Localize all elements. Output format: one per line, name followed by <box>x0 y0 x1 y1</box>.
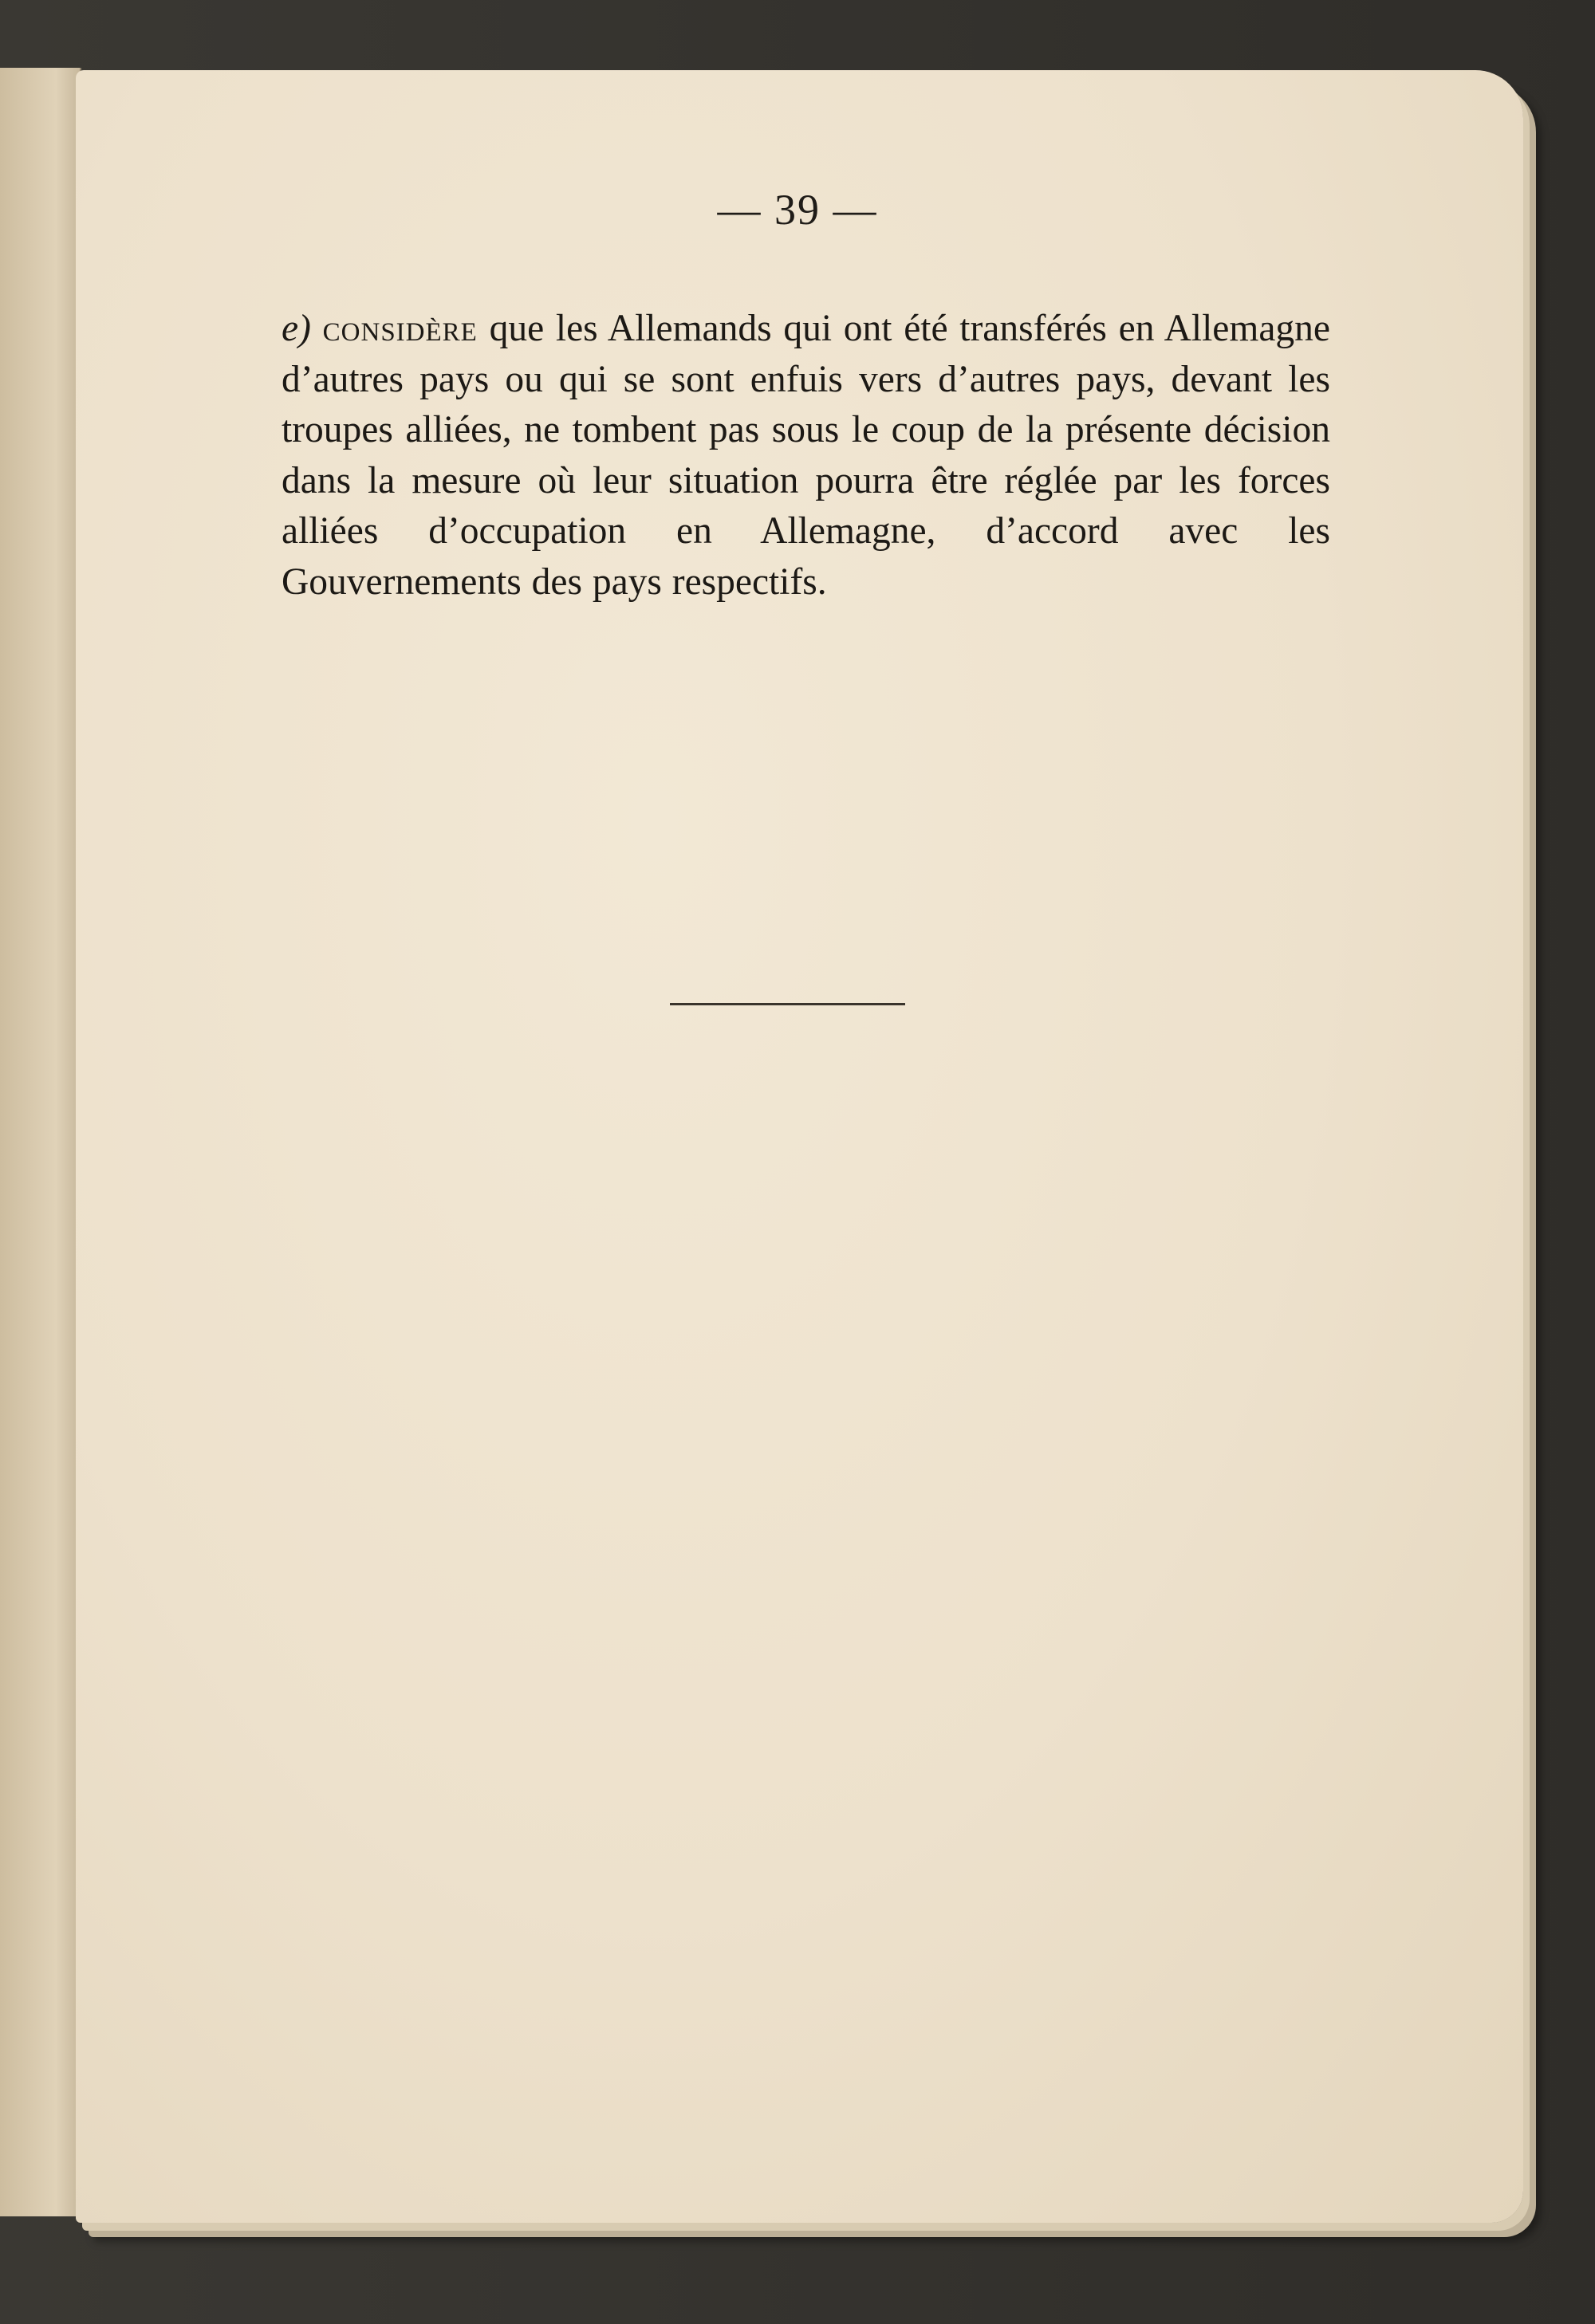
paragraph-text: que les Allemands qui ont été transférés en Allemagne d’autres pays ou qui se sont enfuis vers d’autres pays, devant les troupes alliées, ne tombent pas sous le coup de la présente décision dans la mesure où leur situation pourra être réglée par les forces alliées d’occupation en Allemagne, d’accord avec les Gouvernements des pays respectifs. <box>282 308 1330 603</box>
paragraph-keyword: considère <box>322 308 478 349</box>
show-through-from-reverse <box>191 586 1260 1750</box>
section-divider-rule <box>670 1003 905 1005</box>
paragraph-e <box>282 304 1330 608</box>
previous-page-edge <box>0 68 81 2216</box>
paragraph-enumerator: e) <box>282 308 311 349</box>
page-number: — 39 — <box>717 186 878 234</box>
